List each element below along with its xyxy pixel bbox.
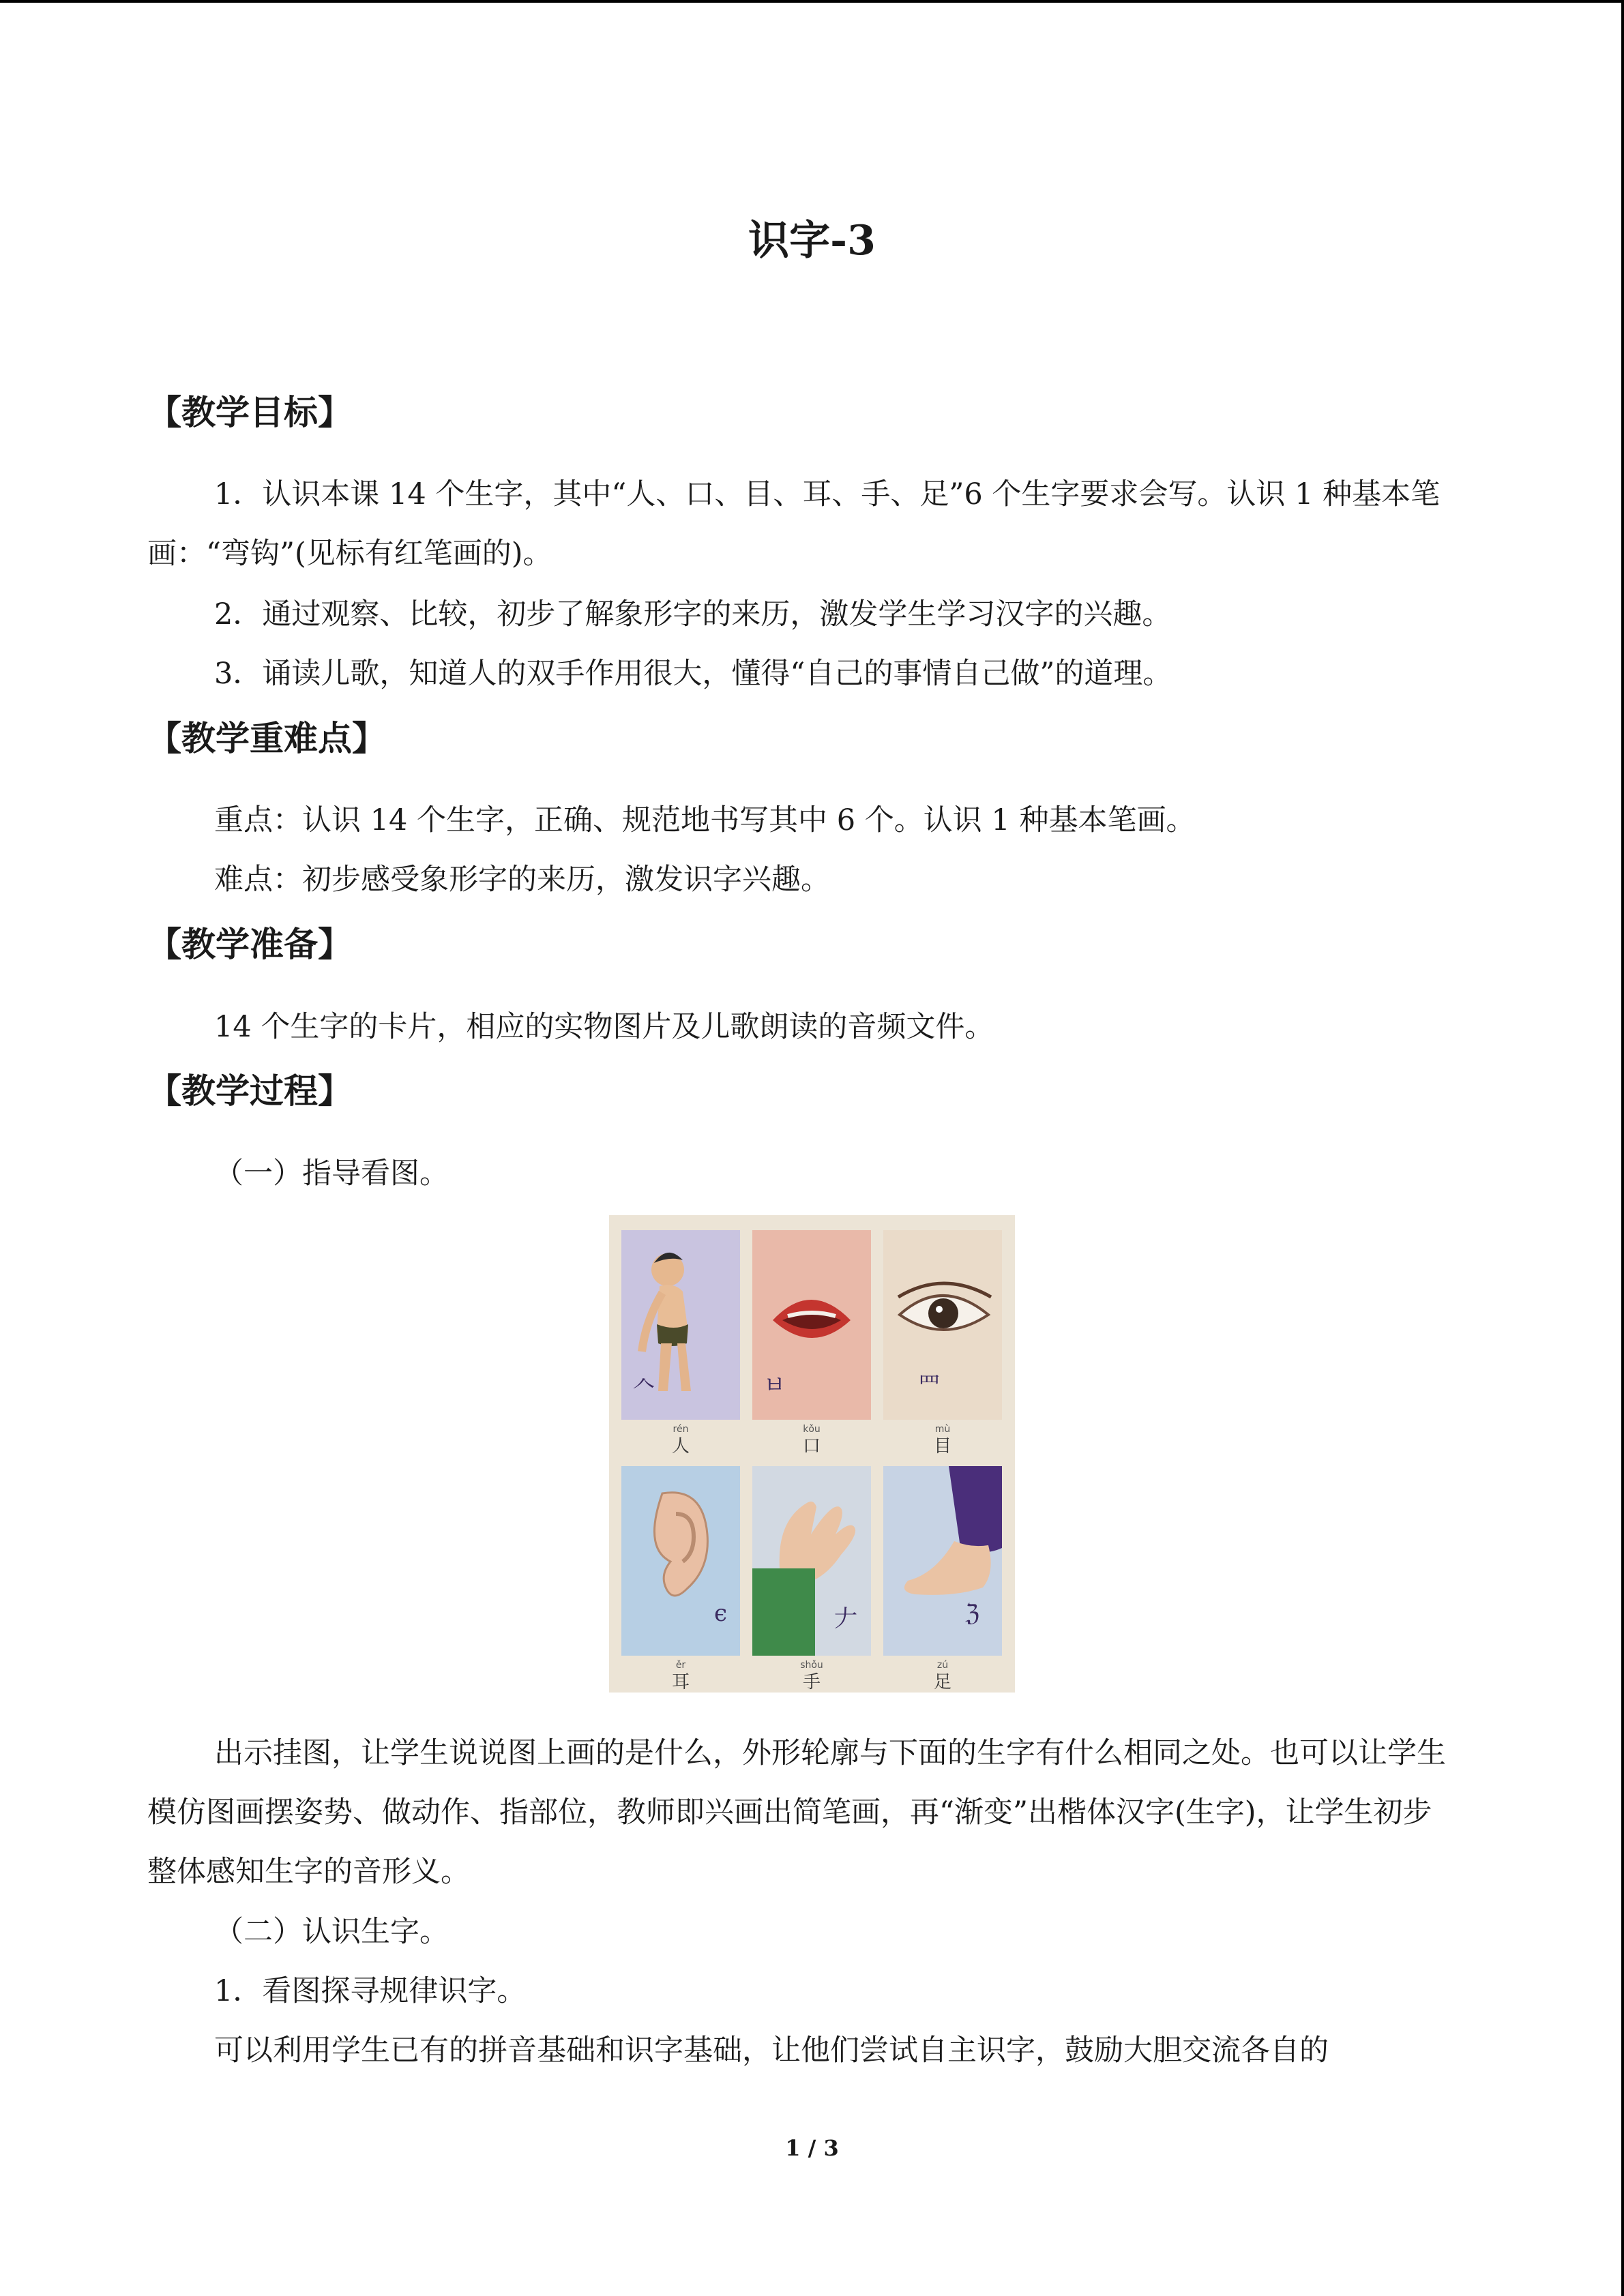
panel-foot xyxy=(883,1466,1002,1656)
keypoint-item-2: 难点：初步感受象形字的来历，激发识字兴趣。 xyxy=(214,863,830,897)
goal-item-3: 3．诵读儿歌，知道人的双手作用很大，懂得“自己的事情自己做”的道理。 xyxy=(214,657,1172,691)
heading-goals: 【教学目标】 xyxy=(147,392,352,432)
caption-ren: rén 人 xyxy=(671,1424,690,1457)
right-border xyxy=(1621,0,1624,2296)
heading-prep: 【教学准备】 xyxy=(147,924,352,964)
panel-hand xyxy=(752,1466,871,1656)
process-step-2: （二）认识生字。 xyxy=(214,1915,449,1949)
foot-icon xyxy=(883,1466,1002,1656)
panel-person xyxy=(621,1230,740,1420)
ancient-glyph-er: ϵ xyxy=(714,1600,728,1627)
caption-mu: mù 目 xyxy=(933,1424,951,1457)
caption-zu: zú 足 xyxy=(933,1660,951,1693)
page-title: 识字-3 xyxy=(748,217,876,265)
caption-shou: shǒu 手 xyxy=(800,1660,823,1693)
goal-item-1: 1．认识本课 14 个生字，其中“人、口、目、耳、手、足”6 个生字要求会写。认识 1 种基本笔画：“弯钩”(见标有红笔画的)。 xyxy=(147,477,1441,571)
ancient-glyph-ren: 𠆢 xyxy=(632,1372,655,1399)
process-step-1: （一）指导看图。 xyxy=(214,1157,449,1191)
top-border xyxy=(0,0,1624,3)
process-paragraph-1: 出示挂图，让学生说说图上画的是什么，外形轮廓与下面的生字有什么相同之处。也可以让学生模仿图画摆姿势、做动作、指部位，教师即兴画出简笔画，再“渐变”出楷体汉字(生字)，让学生初步整体感知生字的音形义。 xyxy=(147,1736,1446,1889)
panel-ear xyxy=(621,1466,740,1656)
panel-mouth xyxy=(752,1230,871,1420)
heading-keypoints: 【教学重难点】 xyxy=(147,718,386,758)
process-paragraph-2: 可以利用学生已有的拼音基础和识字基础，让他们尝试自主识字，鼓励大胆交流各自的 xyxy=(214,2033,1329,2068)
ancient-glyph-shou: 𠂇 xyxy=(834,1605,857,1632)
prep-item-1: 14 个生字的卡片，相应的实物图片及儿歌朗读的音频文件。 xyxy=(214,1010,994,1044)
goal-item-2: 2．通过观察、比较，初步了解象形字的来历，激发学生学习汉字的兴趣。 xyxy=(214,597,1172,631)
ancient-glyph-mu: 罒 xyxy=(917,1372,941,1399)
ancient-glyph-zu: ℨ xyxy=(965,1600,979,1627)
eye-icon xyxy=(883,1230,1002,1420)
ear-icon xyxy=(621,1466,740,1656)
pictograph-illustration xyxy=(609,1215,1015,1693)
process-substep-1: 1．看图探寻规律识字。 xyxy=(214,1974,527,2008)
keypoint-item-1: 重点：认识 14 个生字，正确、规范地书写其中 6 个。认识 1 种基本笔画。 xyxy=(214,803,1196,837)
page-number: 1 / 3 xyxy=(785,2135,839,2161)
caption-kou: kǒu 口 xyxy=(802,1424,821,1457)
ancient-glyph-kou: ㅂ xyxy=(763,1372,786,1399)
heading-process: 【教学过程】 xyxy=(147,1071,352,1111)
panel-eye xyxy=(883,1230,1002,1420)
caption-er: ěr 耳 xyxy=(671,1660,690,1693)
